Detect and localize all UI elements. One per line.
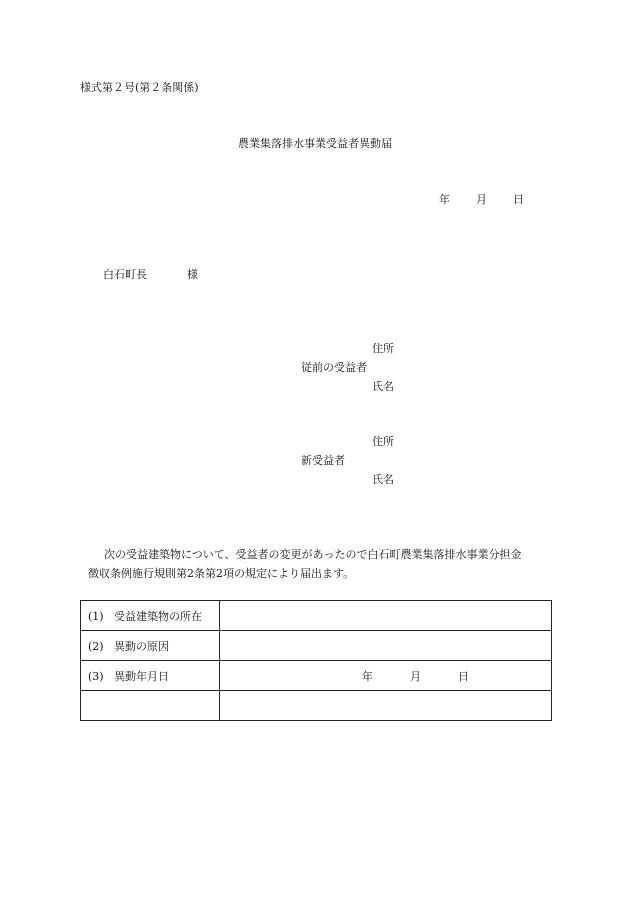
previous-address-label: 住所 — [372, 342, 394, 355]
previous-beneficiary-label: 従前の受益者 — [301, 361, 367, 374]
row-number: (1) — [88, 609, 104, 623]
addressee — [103, 268, 198, 282]
row-label-location — [81, 601, 220, 631]
body-line-2: 徴収条例施行規則第2条第2項の規定により届出ます。 — [88, 567, 355, 580]
document-title: 農業集落排水事業受益者異動届 — [238, 137, 392, 150]
new-beneficiary-label: 新受益者 — [301, 454, 345, 467]
new-address-label: 住所 — [372, 435, 394, 448]
date-month-label: 月 — [476, 193, 487, 206]
row-number: (3) — [88, 669, 104, 683]
cause-field[interactable] — [220, 631, 552, 661]
table-row — [81, 691, 552, 721]
table-row — [81, 601, 552, 631]
change-date-field[interactable] — [220, 661, 552, 691]
date-day-label: 日 — [513, 193, 524, 206]
row-label-blank — [81, 691, 220, 721]
details-table — [80, 600, 552, 721]
blank-field[interactable] — [220, 691, 552, 721]
change-date-month: 月 — [410, 669, 421, 683]
row-label-text: 受益建築物の所在 — [114, 609, 202, 623]
row-label-text: 異動の原因 — [114, 639, 169, 653]
body-paragraph — [88, 545, 558, 583]
submission-date — [439, 193, 524, 207]
new-name-label: 氏名 — [372, 473, 394, 486]
location-field[interactable] — [220, 601, 552, 631]
row-number: (2) — [88, 639, 104, 653]
form-number: 様式第２号(第２条関係) — [80, 81, 199, 94]
change-date-year: 年 — [362, 669, 373, 683]
change-date-day: 日 — [458, 669, 469, 683]
table-row — [81, 661, 552, 691]
date-year-label: 年 — [439, 193, 450, 206]
body-line-1: 次の受益建築物について、受益者の変更があったので白石町農業集落排水事業分担金 — [104, 548, 522, 561]
row-label-date — [81, 661, 220, 691]
row-label-cause — [81, 631, 220, 661]
row-label-text: 異動年月日 — [114, 669, 169, 683]
table-row — [81, 631, 552, 661]
addressee-honorific: 様 — [187, 268, 198, 281]
addressee-name: 白石町長 — [103, 268, 147, 281]
previous-name-label: 氏名 — [372, 380, 394, 393]
